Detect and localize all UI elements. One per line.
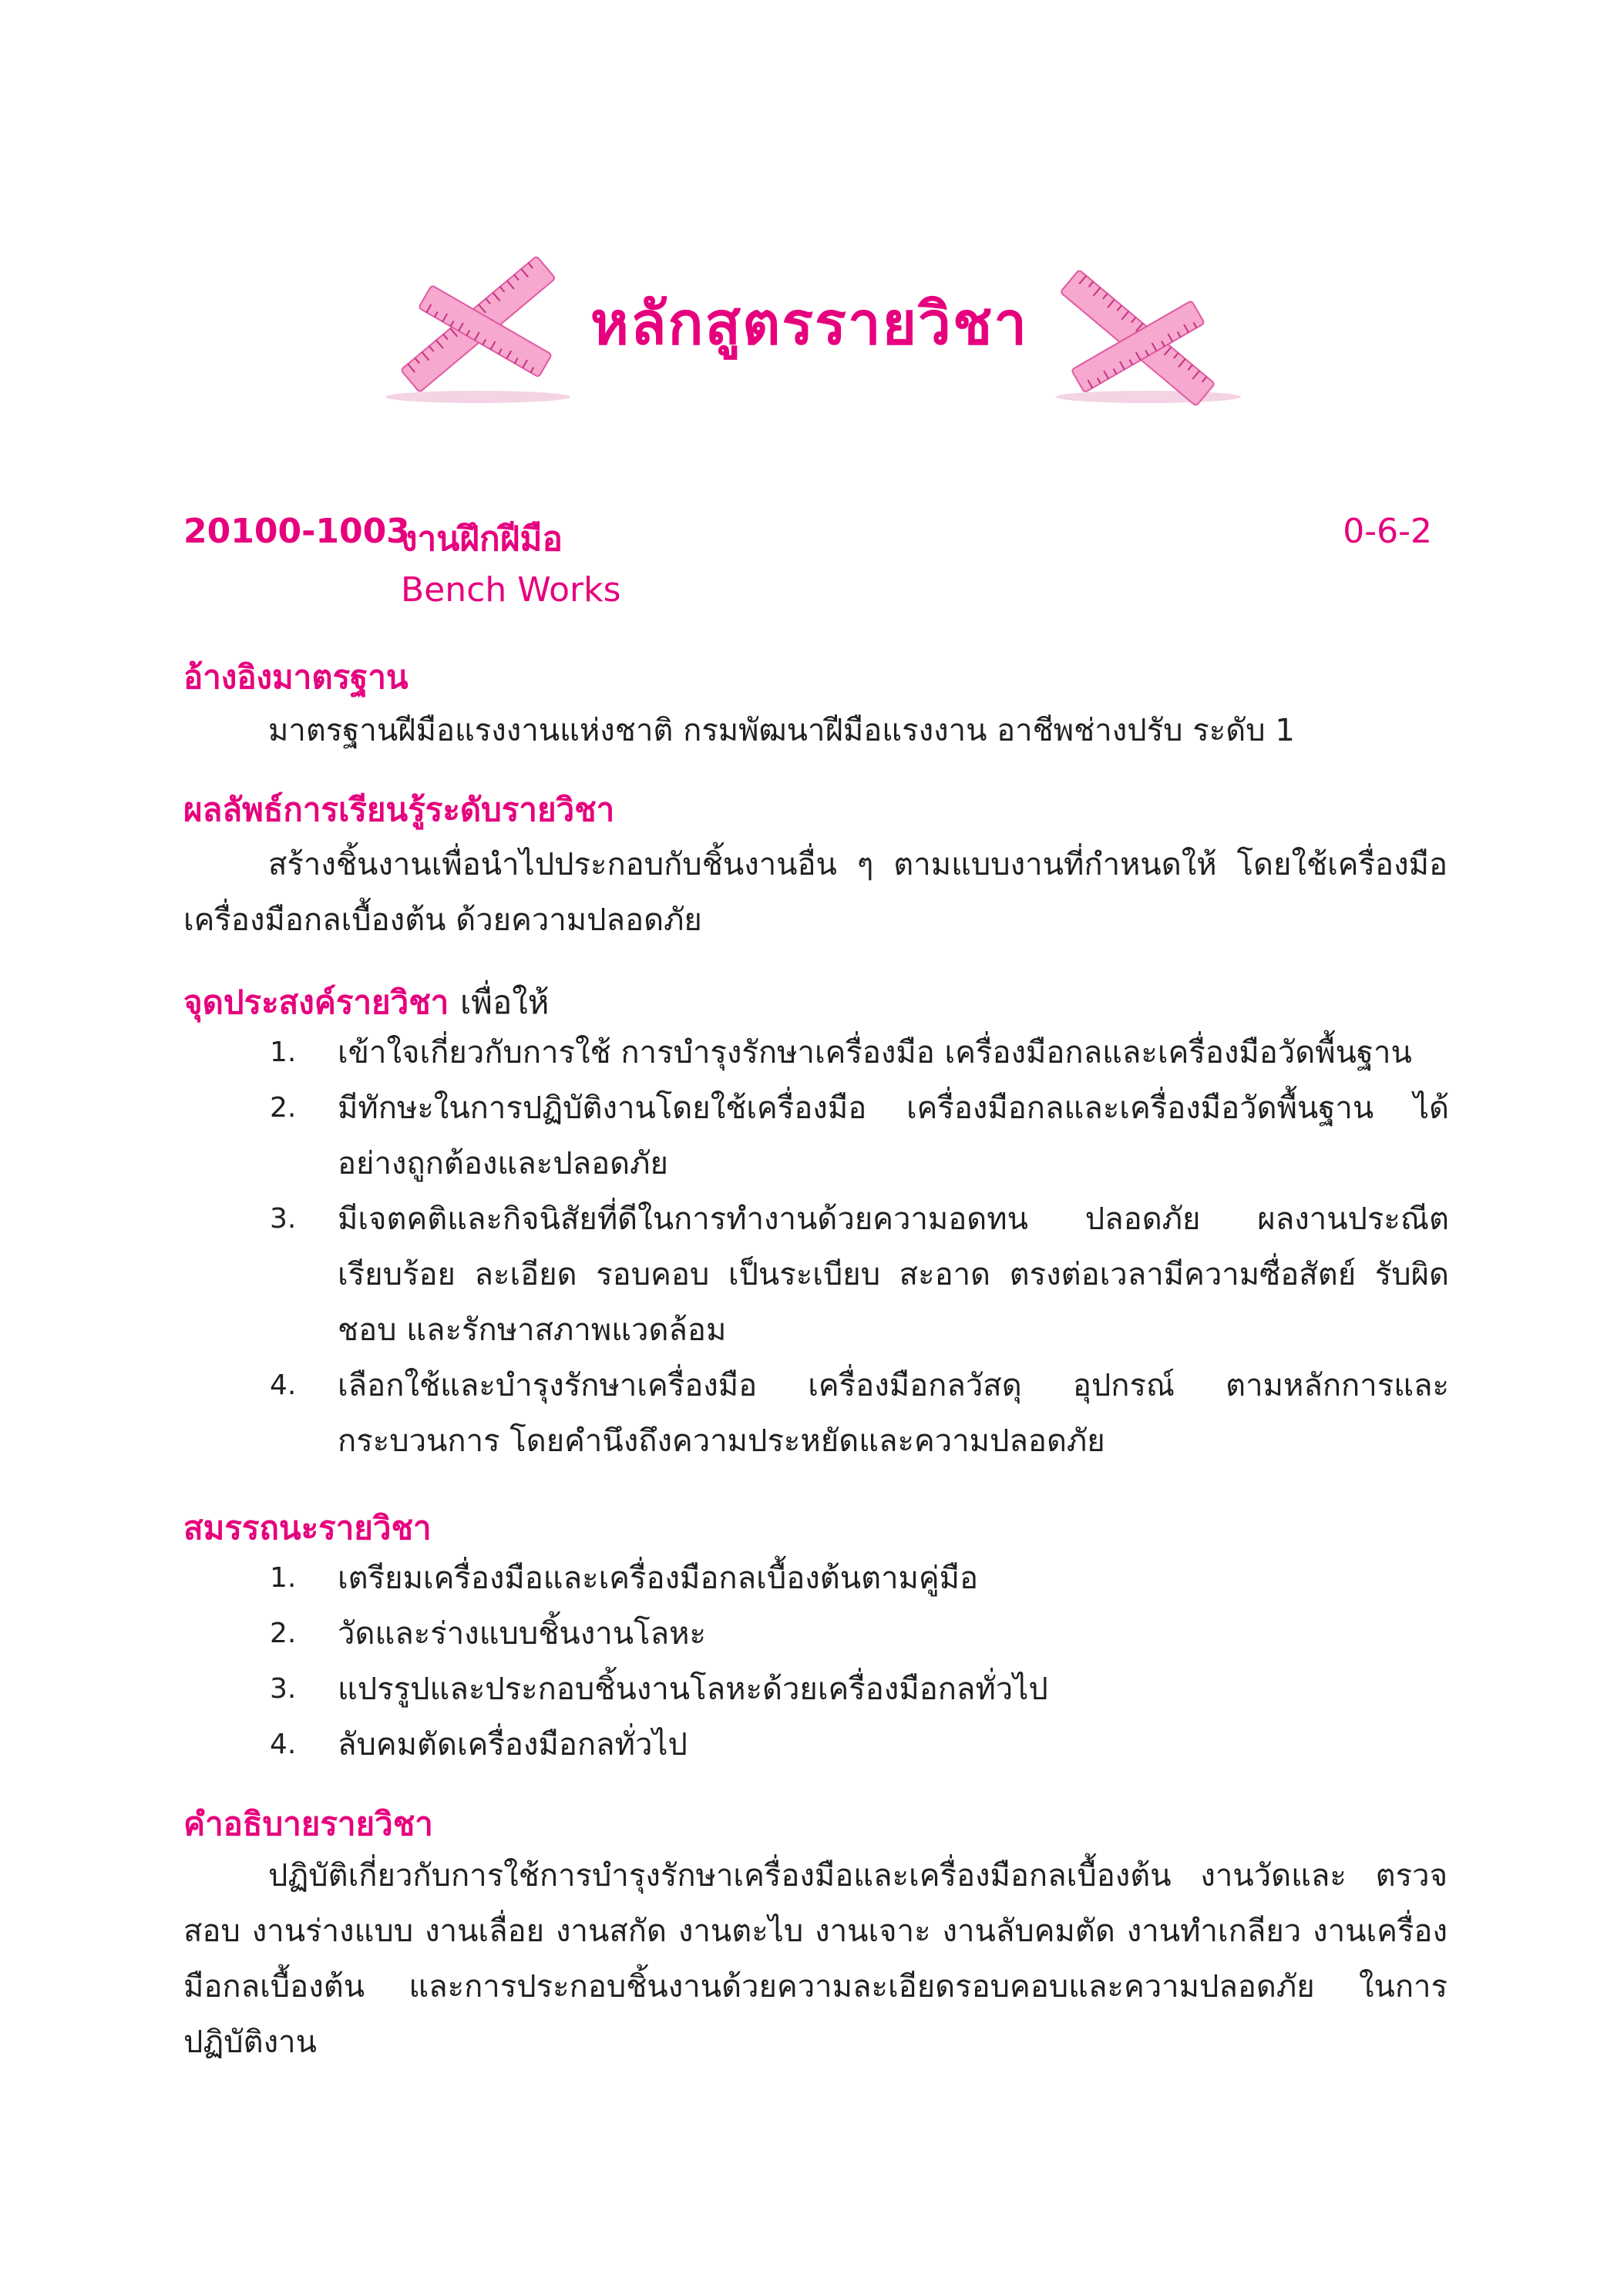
- description-heading: คำอธิบายรายวิชา: [183, 1805, 433, 1843]
- list-item: [270, 1662, 1449, 1717]
- course-code: 20100-1003: [183, 512, 410, 551]
- list-item-number: 3.: [270, 1203, 297, 1235]
- course-credit: 0-6-2: [1343, 512, 1432, 551]
- list-item: [270, 1080, 1449, 1191]
- list-item-text: วัดและร่างแบบชิ้นงานโลหะ: [338, 1616, 706, 1652]
- reference-heading: อ้างอิงมาตรฐาน: [183, 658, 409, 696]
- list-item: [270, 1606, 1449, 1662]
- course-name-th: งานฝึกฝีมือ: [401, 519, 563, 559]
- list-item: [270, 1358, 1449, 1469]
- list-item-text: ลับคมตัดเครื่องมือกลทั่วไป: [338, 1727, 688, 1763]
- description-text: [183, 1848, 1447, 2070]
- outcome-body: สร้างชิ้นงานเพื่อนำไปประกอบกับชิ้นงานอื่น ๆ ตามแบบงานที่กำหนดให้ โดยใช้เครื่องมือ เครื่องมือกลเบื้องต้น ด้วยความปลอดภัย: [183, 847, 1447, 938]
- list-item-number: 4.: [270, 1369, 297, 1401]
- objectives-list: [270, 1025, 1449, 1469]
- description-body: ปฏิบัติเกี่ยวกับการใช้การบำรุงรักษาเครื่องมือและเครื่องมือกลเบื้องต้น งานวัดและ ตรวจสอบ งานร่างแบบ งานเลื่อย งานสกัด งานตะไบ งานเจาะ งานลับคมตัด งานทำเกลียว งานเครื่องมือกลเบื้องต้น และการประกอบชิ้นงานด้วยความละเอียดรอบคอบและความปลอดภัย ในการปฏิบัติงาน: [183, 1858, 1447, 2060]
- list-item: [270, 1191, 1449, 1358]
- course-header: [183, 512, 1432, 566]
- title-banner: [378, 247, 1249, 416]
- competency-list: [270, 1551, 1449, 1773]
- ruler-icon: [1048, 254, 1249, 408]
- list-item-number: 3.: [270, 1673, 297, 1705]
- list-item: [270, 1551, 1449, 1606]
- list-item-text: เลือกใช้และบำรุงรักษาเครื่องมือ เครื่องมือกลวัสดุ อุปกรณ์ ตามหลักการและ กระบวนการ โดยคำนึงถึงความประหยัดและความปลอดภัย: [338, 1368, 1449, 1459]
- objectives-heading: [183, 977, 549, 1028]
- objectives-heading-suffix: เพื่อให้: [459, 983, 550, 1021]
- list-item-text: มีเจตคติและกิจนิสัยที่ดีในการทำงานด้วยความอดทน ปลอดภัย ผลงานประณีต เรียบร้อย ละเอียด รอบคอบ เป็นระเบียบ สะอาด ตรงต่อเวลามีความซื่อสัตย์ รับผิดชอบ และรักษาสภาพแวดล้อม: [338, 1201, 1449, 1348]
- course-name-en: Bench Works: [401, 570, 621, 610]
- page-title: หลักสูตรรายวิชา: [590, 289, 1029, 358]
- list-item: [270, 1717, 1449, 1773]
- outcome-heading: ผลลัพธ์การเรียนรู้ระดับรายวิชา: [183, 791, 615, 828]
- list-item-text: เข้าใจเกี่ยวกับการใช้ การบำรุงรักษาเครื่องมือ เครื่องมือกลและเครื่องมือวัดพื้นฐาน: [338, 1035, 1412, 1070]
- reference-body: มาตรฐานฝีมือแรงงานแห่งชาติ กรมพัฒนาฝีมือแรงงาน อาชีพช่างปรับ ระดับ 1: [268, 713, 1295, 748]
- list-item-number: 2.: [270, 1618, 297, 1649]
- list-item-text: แปรรูปและประกอบชิ้นงานโลหะด้วยเครื่องมือกลทั่วไป: [338, 1672, 1048, 1707]
- competency-heading: สมรรถนะรายวิชา: [183, 1509, 432, 1547]
- objectives-heading-text: จุดประสงค์รายวิชา: [183, 983, 449, 1021]
- list-item-text: มีทักษะในการปฏิบัติงานโดยใช้เครื่องมือ เครื่องมือกลและเครื่องมือวัดพื้นฐาน ได้อย่างถูกต้องและปลอดภัย: [338, 1090, 1449, 1181]
- list-item-text: เตรียมเครื่องมือและเครื่องมือกลเบื้องต้นตามคู่มือ: [338, 1561, 979, 1596]
- list-item-number: 1.: [270, 1037, 297, 1068]
- reference-text: [183, 703, 1447, 758]
- ruler-icon: [378, 254, 578, 408]
- list-item: [270, 1025, 1449, 1080]
- list-item-number: 2.: [270, 1092, 297, 1124]
- outcome-text: [183, 837, 1447, 948]
- list-item-number: 1.: [270, 1562, 297, 1594]
- list-item-number: 4.: [270, 1729, 297, 1760]
